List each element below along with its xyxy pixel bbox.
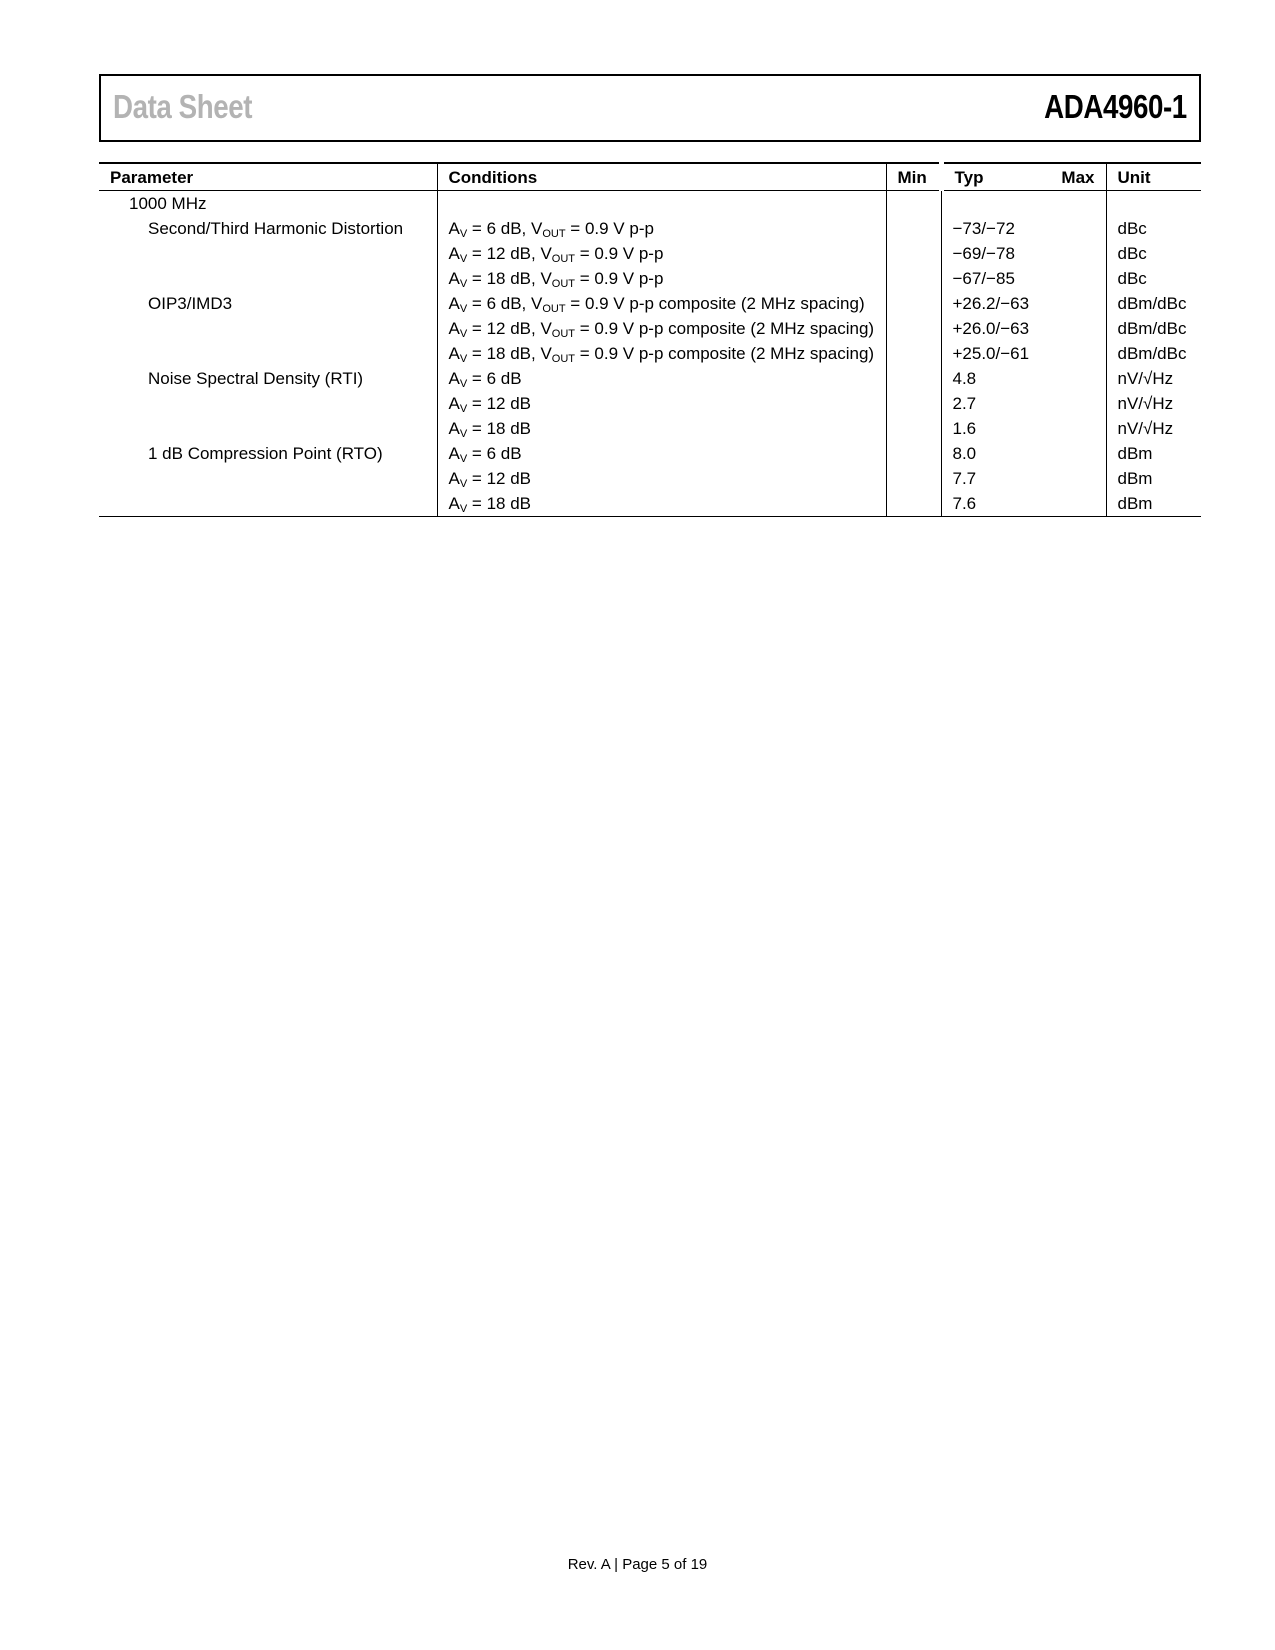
typ-cell: 7.6 [941,491,1045,517]
table-row [99,391,1201,416]
parameter-cell: 1 dB Compression Point (RTO) [99,441,437,466]
typ-cell: −73/−72 [952,219,1015,238]
min-cell [886,291,941,316]
conditions-cell: $A_V = 6$ dB [437,441,886,466]
section-label: 1000 MHz [99,191,437,217]
min-cell [886,266,941,291]
conditions-cell: $A_V = 18$ dB [437,491,886,517]
max-cell [1045,491,1106,517]
typ-cell: 8.0 [952,444,977,463]
gain-value: 12 dB [486,319,531,338]
unit-cell: nV/√Hz [1117,394,1174,413]
gain-value: 6 dB [486,294,522,313]
gain-value: 6 dB [486,219,522,238]
min-cell [886,316,941,341]
parameter-cell [99,316,437,341]
table-row [99,416,1201,441]
output-condition: = 0.9 V p-p composite (2 MHz spacing) [565,294,865,313]
typ-cell: 7.7 [952,469,977,488]
typ-cell: +26.0/−63 [952,319,1030,338]
parameter-cell: Noise Spectral Density (RTI) [99,366,437,391]
column-header-parameter: Parameter [99,163,437,191]
unit-cell: dBm [1117,469,1153,488]
max-cell [1045,266,1106,291]
header-doc-type: Data Sheet [113,88,253,125]
gain-value: 18 dB [486,269,531,288]
parameter-cell [99,416,437,441]
parameter-cell: OIP3/IMD3 [99,291,437,316]
parameter-cell [99,391,437,416]
min-cell [886,466,941,491]
max-cell [1045,366,1106,391]
table-row [99,366,1201,391]
max-cell [1045,341,1106,366]
unit-cell: nV/√Hz [1117,419,1174,438]
typ-cell: 2.7 [952,394,977,413]
max-cell [1045,441,1106,466]
table-row [99,241,1201,266]
min-cell [886,416,941,441]
parameter-cell [99,466,437,491]
conditions-cell: $A_V = 6$ dB [437,366,886,391]
max-cell [1045,416,1106,441]
unit-cell: dBc [1117,244,1147,263]
max-cell [1045,466,1106,491]
conditions-cell: $A_V = 18$ dB, $V_{OUT} = 0.9$ V p-p composite (2 MHz spacing) [437,341,886,366]
gain-value: 12 dB [486,469,531,488]
page-header [99,74,1201,142]
conditions-cell: $A_V = 12$ dB [437,391,886,416]
parameter-cell: Second/Third Harmonic Distortion [99,216,437,241]
min-cell [886,216,941,241]
table-row [99,441,1201,466]
max-cell [1045,316,1106,341]
typ-cell: −69/−78 [952,244,1015,263]
column-header-typ: Typ [941,163,1045,191]
output-condition: = 0.9 V p-p composite (2 MHz spacing) [575,344,875,363]
max-cell [1045,391,1106,416]
table-row [99,266,1201,291]
max-cell [1045,291,1106,316]
conditions-cell: $A_V = 12$ dB, $V_{OUT} = 0.9$ V p-p composite (2 MHz spacing) [437,316,886,341]
table-row [99,316,1201,341]
min-cell [886,491,941,517]
column-header-min: Min [886,163,941,191]
conditions-cell: $A_V = 18$ dB, $V_{OUT} = 0.9$ V p-p [437,266,886,291]
table-header-row [99,163,1201,191]
unit-cell: dBc [1117,219,1147,238]
min-cell [886,341,941,366]
table-row [99,491,1201,517]
gain-value: 18 dB [486,419,531,438]
min-cell [886,241,941,266]
output-condition: = 0.9 V p-p [575,269,664,288]
gain-value: 12 dB [486,244,531,263]
column-header-unit: Unit [1106,163,1201,191]
min-cell [886,366,941,391]
max-cell [1045,241,1106,266]
gain-value: 18 dB [486,494,531,513]
section-row [99,191,1201,217]
max-cell [1045,216,1106,241]
table-row [99,341,1201,366]
output-condition: = 0.9 V p-p composite (2 MHz spacing) [575,319,875,338]
gain-value: 12 dB [486,394,531,413]
parameter-cell [99,341,437,366]
unit-cell: nV/√Hz [1117,369,1174,388]
conditions-cell: $A_V = 18$ dB [437,416,886,441]
min-cell [886,391,941,416]
column-header-max: Max [1045,163,1106,191]
table-row [99,466,1201,491]
typ-cell: −67/−85 [952,269,1015,288]
typ-cell: 1.6 [952,419,977,438]
unit-cell: dBm/dBc [1117,294,1187,313]
parameter-cell [99,241,437,266]
unit-cell: dBm [1117,444,1153,463]
gain-value: 18 dB [486,344,531,363]
column-header-conditions: Conditions [437,163,886,191]
gain-value: 6 dB [486,369,522,388]
unit-cell: dBm/dBc [1117,344,1187,363]
conditions-cell: $A_V = 6$ dB, $V_{OUT} = 0.9$ V p-p [437,216,886,241]
min-cell [886,441,941,466]
header-part-number: ADA4960-1 [1044,88,1187,125]
output-condition: = 0.9 V p-p [565,219,654,238]
typ-cell: +26.2/−63 [952,294,1030,313]
unit-cell: dBm/dBc [1117,319,1187,338]
unit-cell: dBc [1117,269,1147,288]
page-footer: Rev. A | Page 5 of 19 [567,1556,708,1573]
typ-cell: 4.8 [952,369,977,388]
table-row [99,216,1201,241]
gain-value: 6 dB [486,444,522,463]
parameter-cell [99,491,437,517]
table-row [99,291,1201,316]
conditions-cell: $A_V = 6$ dB, $V_{OUT} = 0.9$ V p-p composite (2 MHz spacing) [437,291,886,316]
conditions-cell: $A_V = 12$ dB, $V_{OUT} = 0.9$ V p-p [437,241,886,266]
specifications-table [99,162,1201,517]
parameter-cell [99,266,437,291]
unit-cell: dBm [1106,491,1201,517]
typ-cell: +25.0/−61 [952,344,1030,363]
output-condition: = 0.9 V p-p [575,244,664,263]
conditions-cell: $A_V = 12$ dB [437,466,886,491]
